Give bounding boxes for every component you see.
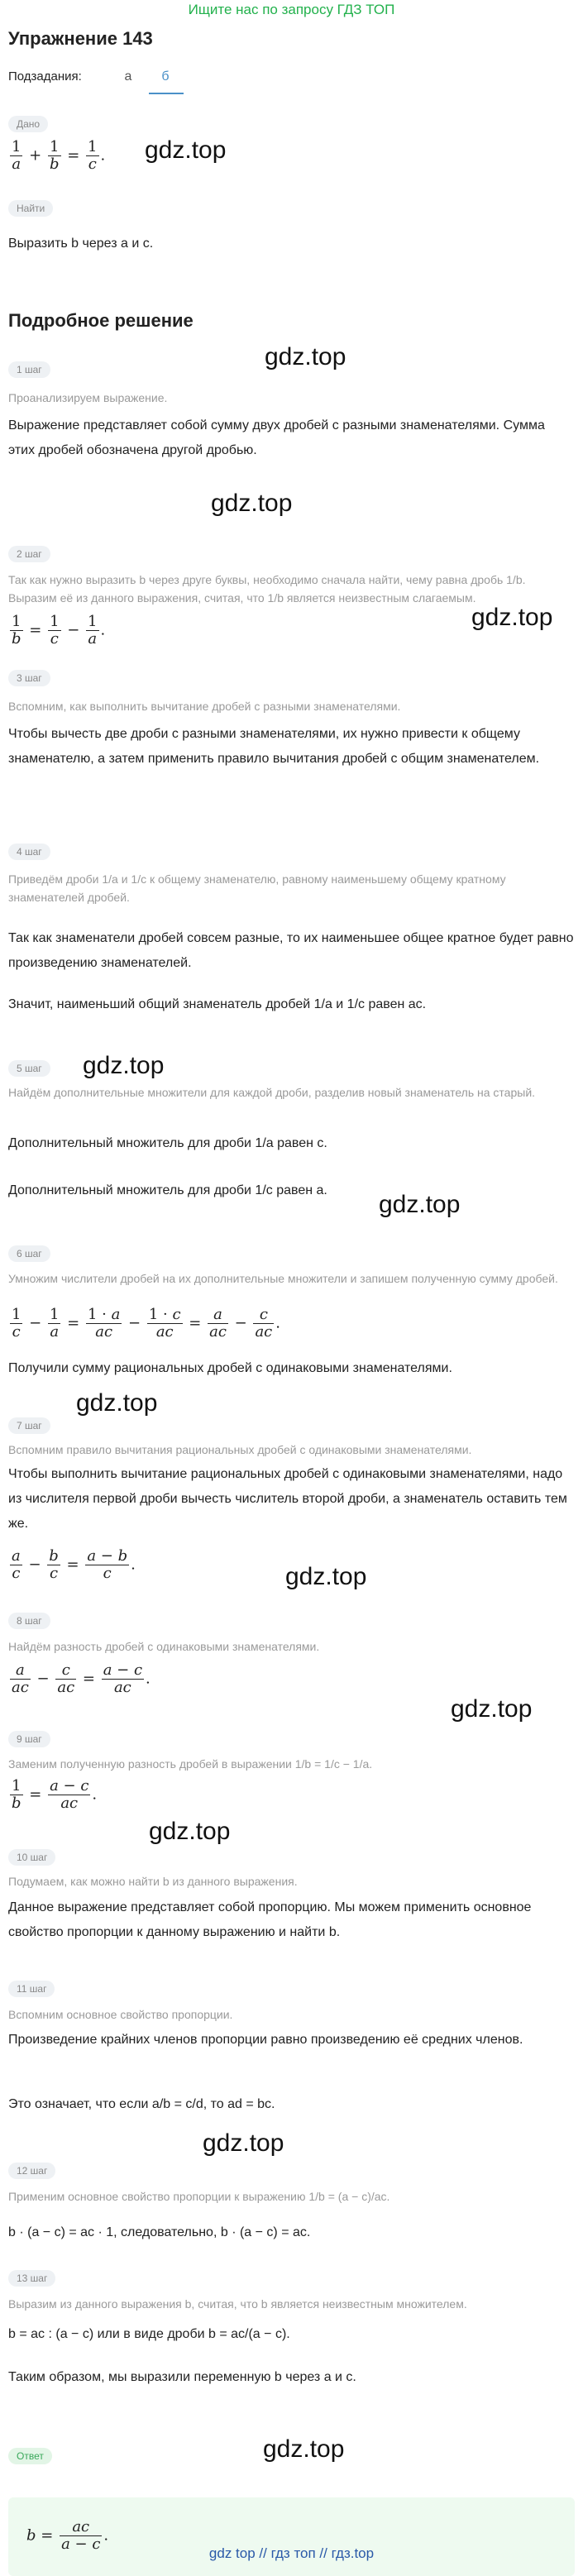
step-note: Вспомним основное свойство пропорции. xyxy=(8,2008,233,2021)
watermark: gdz.top xyxy=(211,490,293,517)
step-label: 13 шаг xyxy=(8,2270,55,2287)
step-label: 2 шаг xyxy=(8,546,50,562)
step8-equation: $\frac{a}{ac}$ − $\frac{c}{ac}$ = $\frac{a - c}{ac}$ . xyxy=(12,1661,151,1696)
step-note: Подумаем, как можно найти b из данного выражения. xyxy=(8,1875,298,1888)
given-equation: $\frac{1}{a}$ + $\frac{1}{b}$ = $\frac{1}{c}$ . xyxy=(12,138,106,173)
watermark: gdz.top xyxy=(145,136,227,164)
step-text: Значит, наименьший общий знаменатель дробей 1/a и 1/c равен ac. xyxy=(8,997,427,1011)
step-note: Вспомним, как выполнить вычитание дробей с разными знаменателями. xyxy=(8,700,401,713)
watermark: gdz.top xyxy=(263,2435,345,2463)
subtasks-label: Подзадания: xyxy=(8,69,82,84)
given-pill: Дано xyxy=(8,116,48,132)
step-note: Применим основное свойство пропорции к выражению 1/b = (a − c)/ac. xyxy=(8,2190,390,2203)
step-label: 6 шаг xyxy=(8,1245,50,1262)
search-banner: Ищите нас по запросу ГДЗ ТОП xyxy=(188,2,395,17)
watermark: gdz.top xyxy=(76,1389,158,1417)
step-text: b · (a − c) = ac · 1, следовательно, b · (a − c) = ac. xyxy=(8,2225,311,2239)
step-text: Данное выражение представляет собой пропорцию. Мы можем применить основное свойство пропорции к данному выражению и найти b. xyxy=(8,1900,532,1939)
step-label: 10 шаг xyxy=(8,1849,55,1866)
watermark: gdz.top xyxy=(471,604,553,631)
step-note: Проанализируем выражение. xyxy=(8,391,168,404)
watermark: gdz.top xyxy=(265,343,346,370)
step-text: Чтобы вычесть две дроби с разными знаменателями, их нужно привести к общему знаменателю, а затем применить правило вычитания дробей с общим знаменателем. xyxy=(8,727,540,766)
step-note: Найдём разность дробей с одинаковыми знаменателями. xyxy=(8,1640,320,1653)
step-label: 12 шаг xyxy=(8,2163,55,2179)
step-label: 1 шаг xyxy=(8,361,50,378)
step-note: Так как нужно выразить b через друге буквы, необходимо сначала найти, чему равна дробь 1/b. Выразим её из данного выражения, считая, что 1/b является неизвестным слагаемым. xyxy=(8,573,526,605)
active-tab-underline xyxy=(149,93,184,94)
step2-equation: $\frac{1}{b}$ = $\frac{1}{c}$ − $\frac{1}{a}$ . xyxy=(12,613,106,648)
watermark: gdz.top xyxy=(379,1191,461,1218)
step6-equation: $\frac{1}{c}$ − $\frac{1}{a}$ = $\frac{1 \cdot a}{ac}$ − $\frac{1 \cdot c}{ac}$ = $\frac{a}{ac}$ − $\frac{c}{ac}$ . xyxy=(12,1306,280,1341)
step-text: Это означает, что если a/b = c/d, то ad = bc. xyxy=(8,2097,275,2111)
step-note: Умножим числители дробей на их дополнительные множители и запишем полученную сумму дробей. xyxy=(8,1272,558,1285)
step-text: Так как знаменатели дробей совсем разные, то их наименьшее общее кратное будет равно произведению знаменателей. xyxy=(8,931,574,970)
step7-equation: $\frac{a}{c}$ − $\frac{b}{c}$ = $\frac{a - b}{c}$ . xyxy=(12,1547,136,1582)
watermark: gdz.top xyxy=(149,1818,231,1845)
step-label: 9 шаг xyxy=(8,1731,50,1747)
step-label: 7 шаг xyxy=(8,1417,50,1434)
step-label: 8 шаг xyxy=(8,1613,50,1629)
step-text: Дополнительный множитель для дроби 1/c равен a. xyxy=(8,1183,327,1197)
tab-b[interactable]: б xyxy=(161,69,170,84)
answer-equation: b = $\frac{ac}{a - c}$ . xyxy=(26,2518,109,2553)
watermark: gdz.top xyxy=(285,1563,367,1590)
step-note: Найдём дополнительные множители для каждой дроби, разделив новый знаменатель на старый. xyxy=(8,1086,536,1099)
answer-box xyxy=(8,2497,575,2576)
step-text: Получили сумму рациональных дробей с одинаковыми знаменателями. xyxy=(8,1361,452,1375)
footer-links[interactable]: gdz top // гдз топ // гдз.top xyxy=(208,2545,375,2561)
section-heading: Подробное решение xyxy=(8,310,194,331)
step-text: Произведение крайних членов пропорции равно произведению её средних членов. xyxy=(8,2033,523,2047)
answer-pill: Ответ xyxy=(8,2448,52,2464)
step-text: Чтобы выполнить вычитание рациональных дробей с одинаковыми знаменателями, надо из числителя первой дроби вычесть числитель второй дроби, а знаменатель оставить тем же. xyxy=(8,1467,567,1531)
tab-a[interactable]: а xyxy=(124,69,132,84)
step-text: Выражение представляет собой сумму двух дробей с разными знаменателями. Сумма этих дробей обозначена другой дробью. xyxy=(8,418,545,457)
page-title: Упражнение 143 xyxy=(8,28,153,49)
step-label: 3 шаг xyxy=(8,670,50,686)
step-note: Выразим из данного выражения b, считая, что b является неизвестным множителем. xyxy=(8,2297,467,2311)
watermark: gdz.top xyxy=(451,1695,533,1723)
find-pill: Найти xyxy=(8,200,53,217)
step-label: 11 шаг xyxy=(8,1981,55,1997)
find-text: Выразить b через a и c. xyxy=(8,237,154,251)
watermark: gdz.top xyxy=(203,2129,284,2157)
step-text: Таким образом, мы выразили переменную b через a и c. xyxy=(8,2370,356,2384)
step9-equation: $\frac{1}{b}$ = $\frac{a - c}{ac}$ . xyxy=(12,1777,98,1812)
step-text: Дополнительный множитель для дроби 1/a равен c. xyxy=(8,1136,327,1150)
step-label: 5 шаг xyxy=(8,1060,50,1077)
step-note: Приведём дроби 1/a и 1/c к общему знаменателю, равному наименьшему общему кратному знаменателей дробей. xyxy=(8,872,506,904)
step-note: Вспомним правило вычитания рациональных дробей с одинаковыми знаменателями. xyxy=(8,1443,472,1456)
watermark: gdz.top xyxy=(83,1052,165,1079)
step-label: 4 шаг xyxy=(8,844,50,860)
step-note: Заменим полученную разность дробей в выражении 1/b = 1/c − 1/a. xyxy=(8,1757,373,1771)
step-text: b = ac : (a − c) или в виде дроби b = ac/(a − c). xyxy=(8,2327,290,2341)
